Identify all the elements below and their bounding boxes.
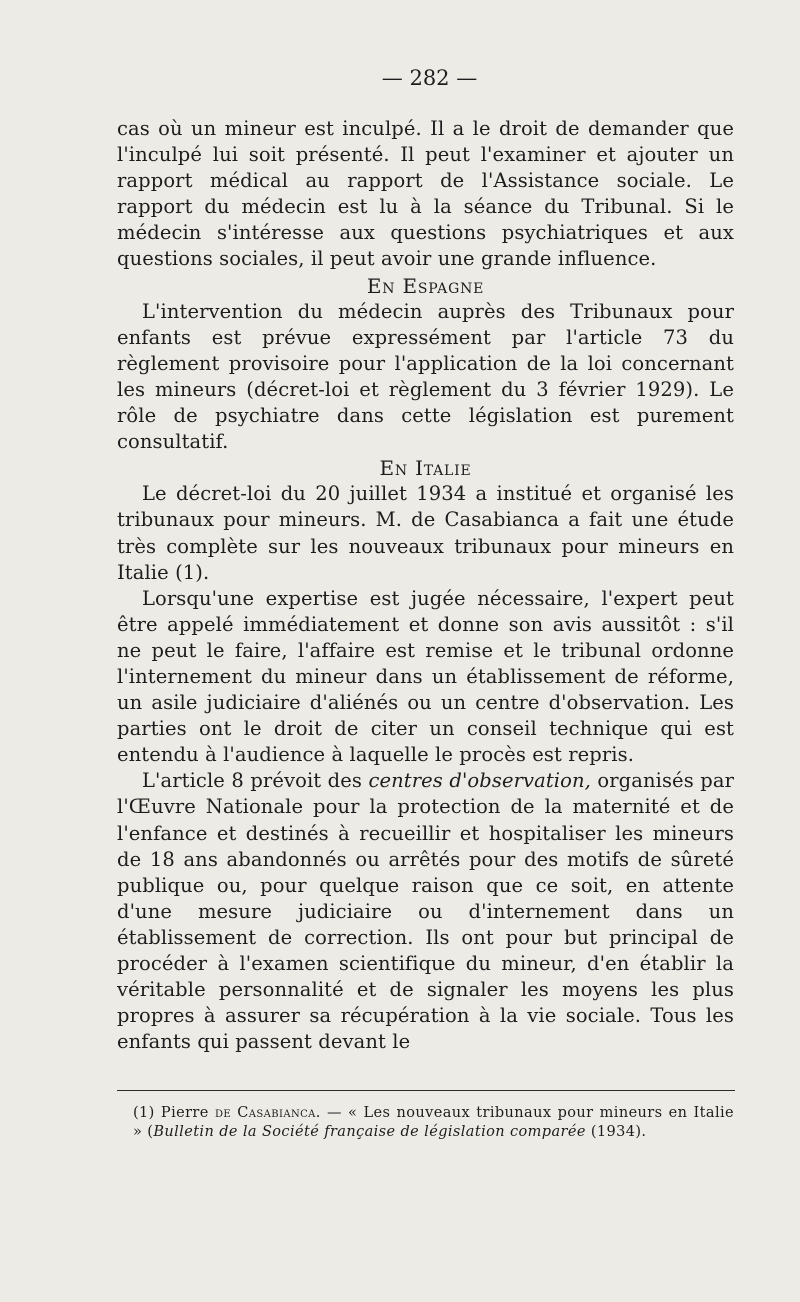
section-heading-spain: En Espagne [366,273,485,298]
footnote-title: Les nouveaux tribunaux pour mineurs en Italie [363,1105,734,1122]
page-number: — 282 — [381,66,478,90]
italy-paragraph-1: Le décret-loi du 20 juillet 1934 a institué et organisé les tribunaux pour mineurs. M. de Casabianca a fait une étude très complète sur les nouveaux tribunaux pour mineurs en Italie (1). [117,482,734,584]
intro-paragraph: cas où un mineur est inculpé. Il a le droit de demander que l'inculpé lui soit présenté. Il peut l'examiner et ajouter un rapport médical au rapport de l'Assistance sociale. Le rapport du médecin est lu à la séance du Tribunal. Si le médecin s'intéresse aux questions psychiatriques et aux questions sociales, il peut avoir une grande influence. [117,117,734,271]
section-heading-italy: En Italie [379,456,472,481]
footnote-year: (1934). [585,1124,647,1141]
footnote-separator [117,1090,735,1091]
footnote-journal: Bulletin de la Société française de législation comparée [153,1124,586,1141]
paragraph-3-end: organisés par l'Œuvre Nationale pour la protection de la maternité et de l'enfance et destinés à recueillir et hospitaliser les mineurs de 18 ans abandonnés ou arrêtés pour des motifs de sûreté publique ou, pour quelque raison que ce soit, en attente d'une mesure judiciaire ou d'internement dans un établissement de correction. Ils ont pour but principal de procéder à l'examen scientifique du mineur, d'en établir la véritable personnalité et de signaler les moyens les plus propres à assurer sa récupération à la vie sociale. Tous les enfants qui passent devant le [117,769,734,1054]
italy-paragraph-3 [117,768,734,1055]
paragraph-3-emphasis: centres d'observation, [368,769,591,793]
footnote [117,1104,734,1142]
italy-paragraph-2: Lorsqu'une expertise est jugée nécessaire, l'expert peut être appelé immédiatement et donne son avis aussitôt : s'il ne peut le faire, l'affaire est remise et le tribunal ordonne l'internement du mineur dans un établissement de réforme, un asile judiciaire d'aliénés ou un centre d'observation. Les parties ont le droit de citer un conseil technique qui est entendu à l'audience à laquelle le procès est repris. [117,586,734,767]
body-text [117,116,734,1055]
footnote-separator-text: . — « [315,1105,364,1122]
spain-paragraph: L'intervention du médecin auprès des Tribunaux pour enfants est prévue expressément par l'article 73 du règlement provisoire pour l'application de la loi concernant les mineurs (décret-loi et règlement du 3 février 1929). Le rôle de psychiatre dans cette législation est purement consultatif. [117,299,734,454]
footnote-after-title: » ( [133,1124,154,1141]
footnote-marker: (1) Pierre [133,1105,215,1122]
paragraph-3-start: L'article 8 prévoit des [142,769,369,793]
footnote-author: de Casabianca [214,1105,316,1122]
